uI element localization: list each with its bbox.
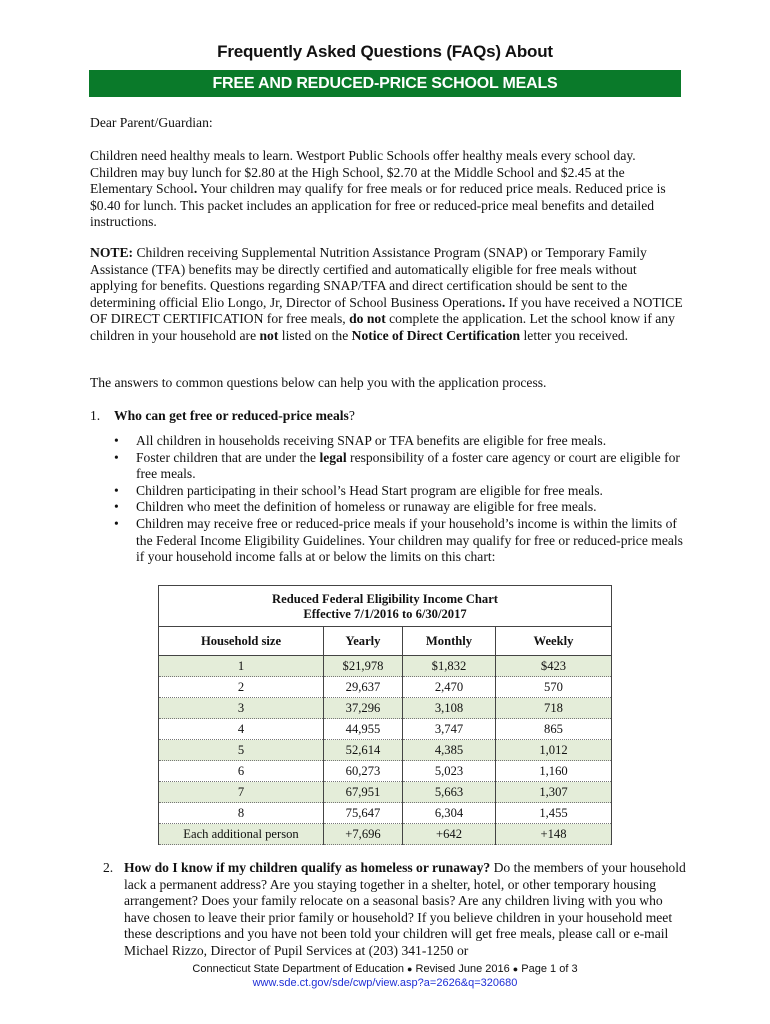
cell: $21,978 [324, 656, 403, 677]
bullet-emphasis: legal [319, 449, 347, 465]
cell: 3,108 [403, 698, 496, 719]
note-not: not [259, 327, 279, 343]
greeting: Dear Parent/Guardian: [90, 115, 213, 130]
column-header-household-size: Household size [159, 627, 324, 656]
answers-intro: The answers to common questions below can help you with the application process. [90, 375, 547, 390]
table-title: Reduced Federal Eligibility Income Chart [272, 592, 498, 606]
list-item [111, 499, 686, 516]
list-item [111, 450, 686, 483]
cell: 3 [159, 698, 324, 719]
cell: +148 [496, 824, 612, 845]
cell: 5 [159, 740, 324, 761]
question-2-body: Do the members of your household lack a permanent address? Are you staying together in a shelter, hotel, or other temporary housing arrangement? Does your family relocate on a seasonal basis? Are any children living with you who have chosen to leave their prior family or household? If you believe children in your household meet these descriptions and you have not been told your children will get free meals, please call or e-mail Michael Rizzo, Director of Pupil Services at (203) 341-1250 or [124, 860, 686, 958]
note-text-e: letter you received. [520, 327, 629, 343]
title-banner: FREE AND REDUCED-PRICE SCHOOL MEALS [89, 70, 681, 97]
cell: 718 [496, 698, 612, 719]
cell: 570 [496, 677, 612, 698]
table-row [159, 803, 612, 824]
bullet-icon: • [114, 499, 119, 515]
cell: 60,273 [324, 761, 403, 782]
note-do-not: do not [349, 311, 386, 327]
footer-url-link[interactable]: www.sde.ct.gov/sde/cwp/view.asp?a=2626&q=320680 [252, 977, 518, 989]
table-row [159, 698, 612, 719]
footer-page-number: Page 1 of 3 [521, 963, 578, 975]
question-1 [114, 408, 684, 425]
cell: 2 [159, 677, 324, 698]
cell: 6,304 [403, 803, 496, 824]
question-2-number: 2. [103, 860, 114, 875]
cell: 1,160 [496, 761, 612, 782]
cell: 8 [159, 803, 324, 824]
intro-text-b: Your children may qualify for free meals or for reduced price meals. Reduced price is $0.40 for lunch. This packet includes an application for free or reduced-price meal benefits and detailed instructions. [90, 181, 666, 230]
footer-revised: Revised June 2016 [415, 963, 510, 975]
cell: 3,747 [403, 719, 496, 740]
cell: 1,307 [496, 782, 612, 803]
cell: 37,296 [324, 698, 403, 719]
footer-org: Connecticut State Department of Education [192, 963, 404, 975]
cell: 1,012 [496, 740, 612, 761]
note-text-d: listed on the [278, 327, 352, 343]
table-row [159, 740, 612, 761]
table-body [159, 656, 612, 845]
cell: $1,832 [403, 656, 496, 677]
cell: 865 [496, 719, 612, 740]
eligibility-bullet-list [111, 433, 686, 566]
cell: 52,614 [324, 740, 403, 761]
table-row [159, 782, 612, 803]
cell: +7,696 [324, 824, 403, 845]
bullet-icon: • [114, 482, 119, 498]
question-1-mark: ? [348, 408, 355, 423]
bullet-text: Children may receive free or reduced-price meals if your household’s income is within the limits of the Federal Income Eligibility Guidelines. Your children may qualify for free or reduced-price meals if your household income falls at or below the limits on this chart: [136, 515, 683, 565]
bullet-icon: • [114, 433, 119, 448]
table-row [159, 719, 612, 740]
cell: +642 [403, 824, 496, 845]
cell: 7 [159, 782, 324, 803]
cell: $423 [496, 656, 612, 677]
bullet-text: All children in households receiving SNAP or TFA benefits are eligible for free meals. [136, 433, 607, 448]
note-notice-title: Notice of Direct Certification [351, 327, 521, 343]
note-text-a: Children receiving Supplemental Nutrition Assistance Program (SNAP) or Temporary Family Assistance (TFA) benefits may be directly certified and automatically eligible for free meals without applying for benefits. Questions regarding SNAP/TFA and direct certification should be sent to the determining official Elio Longo, Jr, Director of School Business Operations [90, 245, 647, 310]
bullet-text: Children who meet the definition of homeless or runaway are eligible for free meals. [136, 499, 597, 515]
bullet-text: Children participating in their school’s Head Start program are eligible for free meals. [136, 482, 603, 498]
question-1-text: Who can get free or reduced-price meals [114, 408, 349, 423]
footer-line [0, 963, 770, 975]
cell: 4 [159, 719, 324, 740]
cell: 4,385 [403, 740, 496, 761]
table-row [159, 761, 612, 782]
cell: 6 [159, 761, 324, 782]
intro-paragraph: Children need healthy meals to learn. Westport Public Schools offer healthy meals every school day. Children may buy lunch for $2.80 at the High School, $2.70 at the Middle School and $2.45 at the Elementary School. Your children may qualify for free meals or for reduced price meals. Reduced price is $0.40 for lunch. This packet includes an application for free or reduced-price meal benefits and detailed instructions. [90, 148, 666, 230]
bullet-icon: • [114, 449, 119, 465]
cell: 5,663 [403, 782, 496, 803]
footer-separator-icon: ● [407, 964, 413, 974]
table-row [159, 656, 612, 677]
bullet-text: Foster children that are under the [136, 449, 320, 465]
cell: 1 [159, 656, 324, 677]
page-title: Frequently Asked Questions (FAQs) About [217, 42, 553, 61]
note-paragraph: NOTE: Children receiving Supplemental Nutrition Assistance Program (SNAP) or Temporary Family Assistance (TFA) benefits may be directly certified and automatically eligible for free meals without applying for benefits. Questions regarding SNAP/TFA and direct certification should be sent to the determining official Elio Longo, Jr, Director of School Business Operations. If you have received a NOTICE OF DIRECT CERTIFICATION for free meals, do not complete the application. Let the school know if any children in your household are not listed on the Notice of Direct Certification letter you received. [90, 245, 683, 343]
note-label: NOTE: [90, 245, 134, 260]
column-header-yearly: Yearly [324, 627, 403, 656]
cell: 67,951 [324, 782, 403, 803]
income-eligibility-table [158, 585, 612, 845]
table-row [159, 824, 612, 845]
cell: 5,023 [403, 761, 496, 782]
intro-text-a: Children need healthy meals to learn. Westport Public Schools offer healthy meals every school day. Children may buy lunch for $2.80 at the High School, $2.70 at the Middle School and $2.45 at the Elementary School [90, 148, 636, 197]
list-item [111, 516, 686, 566]
cell: 29,637 [324, 677, 403, 698]
note-text-b: If you have received a NOTICE OF DIRECT CERTIFICATION for free meals, [90, 294, 683, 327]
footer-separator-icon: ● [512, 964, 519, 974]
table-caption [159, 586, 612, 627]
bullet-icon: • [114, 515, 119, 531]
list-item [111, 433, 686, 450]
table-effective-dates: Effective 7/1/2016 to 6/30/2017 [303, 607, 467, 621]
question-2 [124, 860, 686, 960]
question-1-number: 1. [90, 408, 101, 423]
cell: 2,470 [403, 677, 496, 698]
cell: 75,647 [324, 803, 403, 824]
cell: Each additional person [159, 824, 324, 845]
list-item [111, 483, 686, 500]
table-row [159, 677, 612, 698]
column-header-weekly: Weekly [496, 627, 612, 656]
bullet-text: responsibility of a foster care agency or court are eligible for free meals. [136, 449, 680, 482]
column-header-monthly: Monthly [403, 627, 496, 656]
question-2-text: How do I know if my children qualify as homeless or runaway? [124, 860, 491, 875]
note-text-c: complete the application. Let the school know if any children in your household are [90, 311, 675, 343]
cell: 44,955 [324, 719, 403, 740]
cell: 1,455 [496, 803, 612, 824]
